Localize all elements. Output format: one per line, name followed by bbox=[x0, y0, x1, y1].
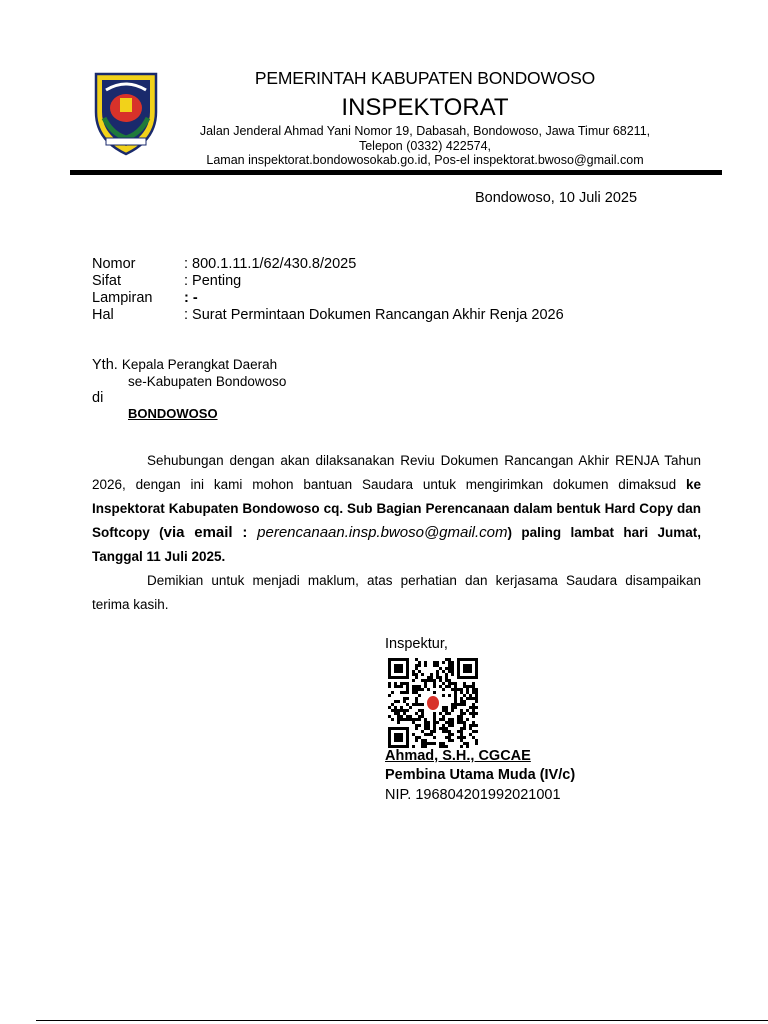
email-lead: via email : bbox=[163, 524, 258, 541]
recipient-city: BONDOWOSO bbox=[128, 406, 218, 421]
letterhead-divider bbox=[70, 170, 722, 175]
body-paragraph-1 bbox=[92, 449, 701, 569]
body-p1-normal: Sehubungan dengan akan dilaksanakan Reviu Dokumen Rancangan Akhir RENJA Tahun 2026, dengan ini kami mohon bantuan Saudara untuk mengirimkan dokumen dimaksud bbox=[92, 453, 701, 492]
body-p1-bold-end: ) paling lambat hari Jumat, Tanggal 11 Juli 2025. bbox=[92, 525, 701, 564]
meta-label: Nomor bbox=[92, 256, 136, 272]
letterhead-address bbox=[170, 124, 680, 168]
place-date: Bondowoso, 10 Juli 2025 bbox=[475, 190, 638, 206]
meta-row-lampiran bbox=[92, 290, 198, 306]
body-paragraph-2: Demikian untuk menjadi maklum, atas perhatian dan kerjasama Saudara disampaikan terima kasih. bbox=[92, 573, 701, 612]
meta-value: : Penting bbox=[184, 273, 242, 289]
meta-value: : Surat Permintaan Dokumen Rancangan Akhir Renja 2026 bbox=[184, 307, 564, 323]
page-bottom-line bbox=[36, 1020, 768, 1021]
signer-rank: Pembina Utama Muda (IV/c) bbox=[385, 767, 576, 783]
email-address: perencanaan.insp.bwoso@gmail.com bbox=[257, 524, 508, 541]
recipient-yth bbox=[92, 357, 277, 373]
recipient-line-1: Kepala Perangkat Daerah bbox=[121, 357, 278, 372]
meta-row-nomor bbox=[92, 256, 356, 272]
meta-row-sifat bbox=[92, 273, 241, 289]
address-line-1: Jalan Jenderal Ahmad Yani Nomor 19, Dabasah, Bondowoso, Jawa Timur 68211, bbox=[199, 124, 651, 138]
meta-label: Lampiran bbox=[92, 290, 153, 306]
regency-coat-of-arms-icon bbox=[92, 68, 160, 156]
signature-title: Inspektur, bbox=[385, 636, 448, 652]
meta-label: Hal bbox=[92, 307, 114, 323]
letterhead-office: INSPEKTORAT bbox=[341, 94, 509, 121]
meta-value: : - bbox=[184, 290, 198, 306]
recipient-di: di bbox=[92, 390, 104, 406]
body-p1-bold: ke Inspektorat Kabupaten Bondowoso cq. Sub Bagian Perencanaan dalam bentuk Hard Copy dan Softcopy ( bbox=[92, 477, 701, 540]
signer-name: Ahmad, S.H., CGCAE bbox=[385, 748, 531, 764]
qr-code-icon bbox=[388, 658, 478, 748]
meta-value: : 800.1.11.1/62/430.8/2025 bbox=[184, 256, 357, 272]
signer-nip: NIP. 196804201992021001 bbox=[385, 787, 561, 803]
recipient-yth-label: Yth. bbox=[92, 357, 118, 373]
recipient-line-2: se-Kabupaten Bondowoso bbox=[128, 374, 287, 389]
letterhead-government: PEMERINTAH KABUPATEN BONDOWOSO bbox=[254, 68, 596, 88]
meta-label: Sifat bbox=[92, 273, 122, 289]
address-line-2: Telepon (0332) 422574, bbox=[358, 138, 492, 153]
address-line-3: Laman inspektorat.bondowosokab.go.id, Pos-el inspektorat.bwoso@gmail.com bbox=[206, 153, 644, 167]
meta-row-hal bbox=[92, 307, 564, 323]
